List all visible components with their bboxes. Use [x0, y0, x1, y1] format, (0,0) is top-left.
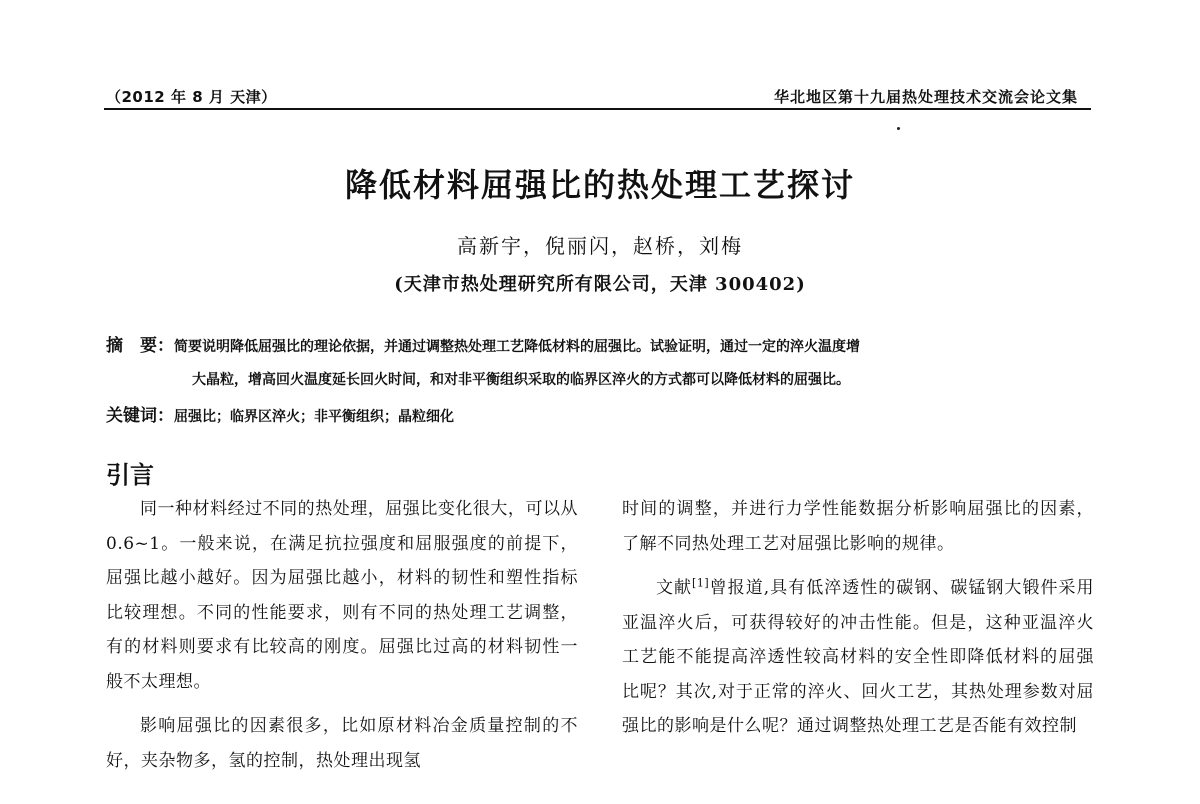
abstract-text-1: 简要说明降低屈强比的理论依据，并通过调整热处理工艺降低材料的屈强比。试验证明，通过一定的淬火温度增 — [174, 339, 860, 355]
scan-speck — [897, 127, 900, 130]
paper-title: 降低材料屈强比的热处理工艺探讨 — [344, 166, 855, 204]
citation-ref[interactable]: [1] — [692, 576, 710, 590]
right-paragraph-1: 时间的调整，并进行力学性能数据分析影响屈强比的因素，了解不同热处理工艺对屈强比影响的规律。 — [622, 499, 1094, 554]
right-column — [622, 492, 1094, 744]
right-paragraph-2 — [622, 571, 1094, 744]
abstract-line-1 — [106, 330, 1091, 364]
keywords — [106, 401, 1091, 432]
left-paragraph-2: 影响屈强比的因素很多，比如原材料冶金质量控制的不好，夹杂物多，氢的控制，热处理出现氢 — [106, 716, 578, 771]
keywords-label: 关键词： — [106, 406, 174, 426]
section-heading-intro: 引言 — [106, 461, 154, 489]
header-divider — [104, 108, 1091, 110]
abstract-text-2: 大晶粒，增高回火温度延长回火时间，和对非平衡组织采取的临界区淬火的方式都可以降低材料的屈强比。 — [192, 372, 850, 388]
abstract — [106, 330, 1091, 397]
ref-body-text: 曾报道,具有低淬透性的碳钢、碳锰钢大锻件采用亚温淬火后，可获得较好的冲击性能。但是，这种亚温淬火工艺能不能提高淬透性较高材料的安全性即降低材料的屈强比呢？其次,对于正常的淬火、回火工艺，其热处理参数对屈强比的影响是什么呢？通过调整热处理工艺是否能有效控制 — [622, 578, 1095, 736]
header-conference-date: （2012 年 8 月 天津） — [106, 88, 277, 106]
authors: 高新宇，倪丽闪，赵桥，刘梅 — [457, 234, 743, 258]
abstract-label: 摘 要： — [106, 336, 174, 356]
keywords-text: 屈强比；临界区淬火；非平衡组织；晶粒细化 — [174, 409, 454, 425]
left-paragraph-1: 同一种材料经过不同的热处理，屈强比变化很大，可以从 0.6~1。一般来说，在满足抗拉强度和屈服强度的前提下，屈强比越小越好。因为屈强比越小，材料的韧性和塑性指标比较理想。不同的性能要求，则有不同的热处理工艺调整，有的材料则要求有比较高的刚度。屈强比过高的材料韧性一般不太理想。 — [106, 499, 578, 692]
affiliation: (天津市热处理研究所有限公司，天津 300402) — [394, 274, 806, 295]
left-column — [106, 492, 578, 778]
header-proceedings-title: 华北地区第十九届热处理技术交流会论文集 — [773, 88, 1078, 106]
ref-lead-text: 文献 — [656, 578, 693, 598]
